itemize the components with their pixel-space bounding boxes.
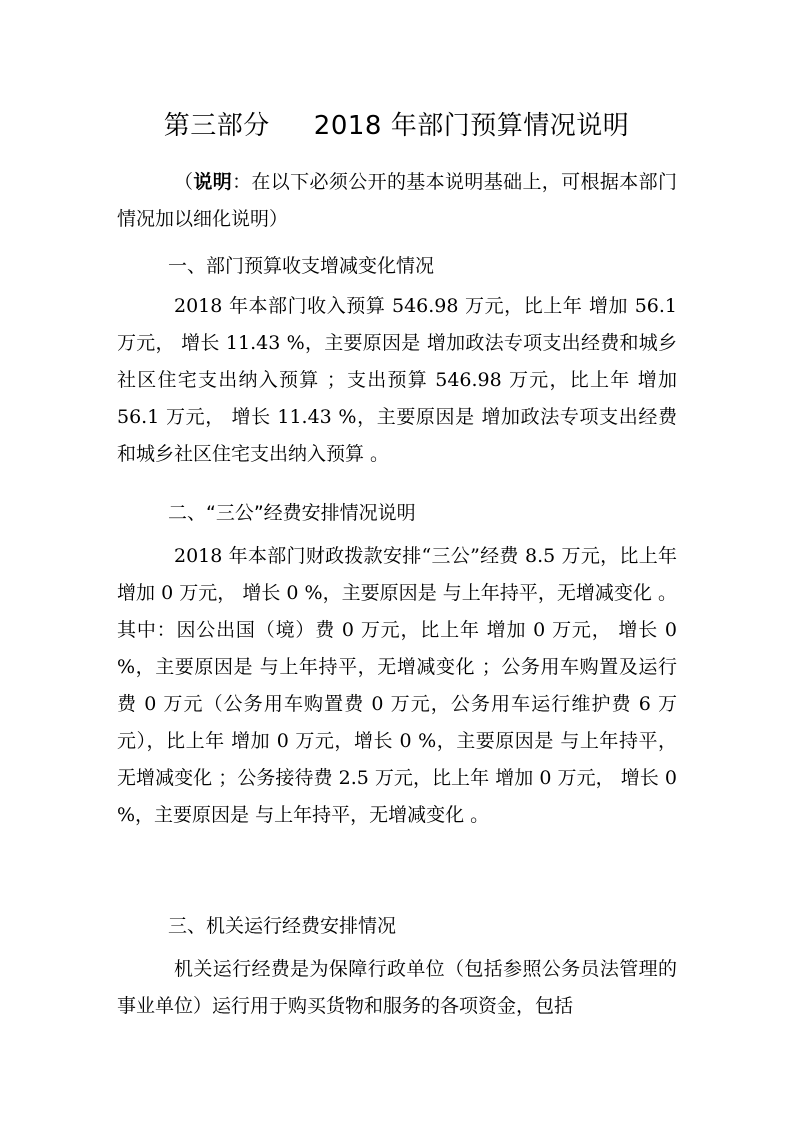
note-paragraph	[117, 164, 677, 238]
section-2-body: 2018 年本部门财政拨款安排“三公”经费 8.5 万元，比上年 增加 0 万元， 增长 0 %，主要原因是 与上年持平，无增减变化 。其中：因公出国（境）费 0 万元，比上年 增加 0 万元， 增长 0 %，主要原因是 与上年持平，无增减变化 ；公务用车购置及运行费 0 万元（公务用车购置费 0 万元，公务用车运行维护费 6 万元），比上年 增加 0 万元，增长 0 %，主要原因是 与上年持平，无增减变化 ；公务接待费 2.5 万元，比上年 增加 0 万元， 增长 0 %，主要原因是 与上年持平，无增减变化 。	[117, 545, 677, 826]
title-main: 2018 年部门预算情况说明	[313, 111, 630, 141]
note-text: ：在以下必须公开的基本说明基础上，可根据本部门情况加以细化说明）	[117, 171, 677, 230]
section-2-heading: 二、“三公”经费安排情况说明	[168, 502, 416, 524]
section-1-body: 2018 年本部门收入预算 546.98 万元，比上年 增加 56.1 万元， 增长 11.43 %，主要原因是 增加政法专项支出经费和城乡社区住宅支出纳入预算 ；支出预算 546.98 万元，比上年 增加 56.1 万元， 增长 11.43 %，主要原因是 增加政法专项支出经费和城乡社区住宅支出纳入预算 。	[117, 295, 677, 465]
page-title	[0, 106, 793, 146]
section-3-heading: 三、机关运行经费安排情况	[168, 915, 397, 937]
note-label: 说明	[193, 171, 233, 193]
note-open-paren: （	[174, 171, 194, 193]
section-3-body: 机关运行经费是为保障行政单位（包括参照公务员法管理的事业单位）运行用于购买货物和服务的各项资金，包括	[117, 958, 677, 1017]
section-1-heading: 一、部门预算收支增减变化情况	[168, 255, 435, 277]
title-part: 第三部分	[163, 111, 270, 141]
